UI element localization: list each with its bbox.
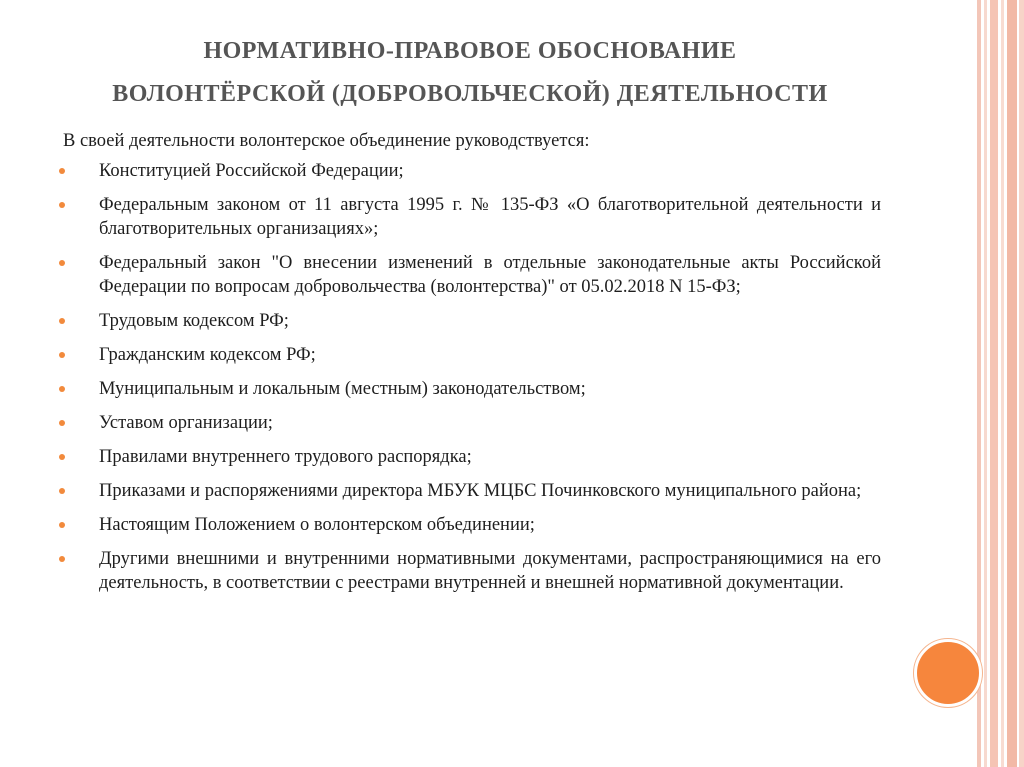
bullet-icon [59, 556, 65, 562]
bullet-icon [59, 420, 65, 426]
list-item [63, 159, 881, 183]
list-item [63, 513, 881, 537]
decorative-stripe [984, 0, 987, 767]
slide-title [40, 30, 900, 116]
list-item-text: Уставом организации; [99, 413, 273, 433]
bullet-icon [59, 522, 65, 528]
bullet-icon [59, 386, 65, 392]
list-item [63, 445, 881, 469]
bullet-icon [59, 454, 65, 460]
list-item-text: Приказами и распоряжениями директора МБУК МЦБС Починковского муниципального района; [99, 481, 862, 501]
bullet-icon [59, 488, 65, 494]
list-item [63, 411, 881, 435]
list-item-text: Муниципальным и локальным (местным) законодательством; [99, 379, 586, 399]
list-item [63, 547, 881, 595]
bullet-icon [59, 260, 65, 266]
title-line-2: ВОЛОНТЁРСКОЙ (ДОБРОВОЛЬЧЕСКОЙ) ДЕЯТЕЛЬНОСТИ [112, 81, 828, 107]
list-item-text: Федеральный закон "О внесении изменений в отдельные законодательные акты Российской Федерации по вопросам добровольчества (волонтерства)" от 05.02.2018 N 15-ФЗ; [99, 253, 881, 297]
list-item-text: Правилами внутреннего трудового распорядка; [99, 447, 472, 467]
list-item [63, 377, 881, 401]
list-item-text: Конституцией Российской Федерации; [99, 161, 404, 181]
list-item-text: Настоящим Положением о волонтерском объединении; [99, 515, 535, 535]
document-list [63, 159, 881, 595]
bullet-icon [59, 352, 65, 358]
intro-text: В своей деятельности волонтерское объединение руководствуется: [63, 131, 590, 151]
decorative-stripe [1019, 0, 1024, 767]
list-item-text: Гражданским кодексом РФ; [99, 345, 316, 365]
list-item [63, 251, 881, 299]
bullet-icon [59, 202, 65, 208]
list-item [63, 193, 881, 241]
list-item [63, 309, 881, 333]
decorative-circle [914, 639, 982, 707]
decorative-stripe [1001, 0, 1004, 767]
list-item-text: Другими внешними и внутренними нормативными документами, распространяющимися на его деятельность, в соответствии с реестрами внутренней и внешней нормативной документации. [99, 549, 881, 593]
title-line-1: НОРМАТИВНО-ПРАВОВОЕ ОБОСНОВАНИЕ [203, 38, 737, 64]
bullet-icon [59, 168, 65, 174]
list-item-text: Трудовым кодексом РФ; [99, 311, 289, 331]
decorative-stripe [1007, 0, 1017, 767]
bullet-icon [59, 318, 65, 324]
decorative-stripe [990, 0, 998, 767]
decorative-stripe [977, 0, 981, 767]
slide-body [63, 130, 881, 605]
list-item [63, 479, 881, 503]
list-item-text: Федеральным законом от 11 августа 1995 г. № 135-ФЗ «О благотворительной деятельности и благотворительных организациях»; [99, 195, 881, 239]
list-item [63, 343, 881, 367]
